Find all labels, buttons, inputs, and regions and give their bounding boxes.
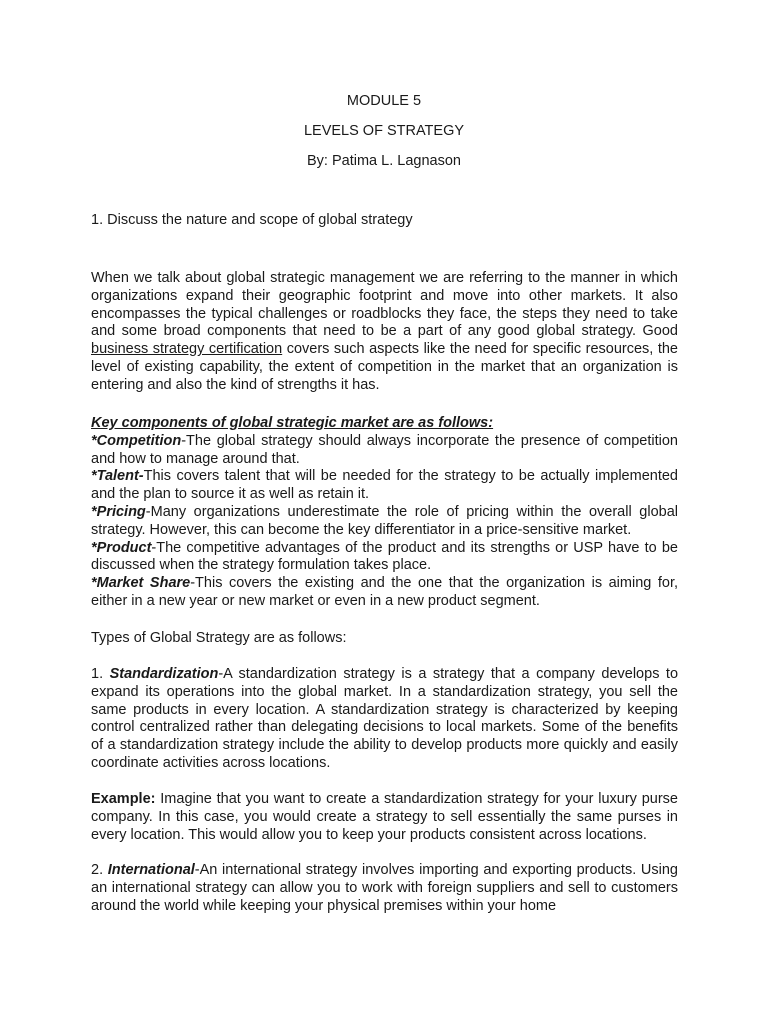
component-pricing — [91, 504, 678, 540]
example-paragraph — [91, 791, 678, 844]
key-components-heading: Key components of global strategic market are as follows: — [91, 415, 494, 431]
component-term: *Pricing — [91, 503, 146, 520]
intro-paragraph — [91, 270, 678, 395]
module-number: MODULE 5 — [346, 93, 422, 109]
strategy-text: -A standardization strategy is a strategy that a company develops to expand its operations into the global market. In a standardization strategy, you sell the same products in every location. A standardization strategy is characterized by keeping control centralized rather than delegating decisions to local markets. Some of the benefits of a standardization strategy include the ability to develop products more quickly and easily coordinate activities across locations. — [91, 666, 679, 771]
component-text: -This covers the existing and the one that the organization is aiming for, either in a new year or new market or even in a new product segment. — [91, 575, 679, 609]
component-competition — [91, 433, 678, 469]
component-text: -Many organizations underestimate the role of pricing within the overall global strategy. However, this can become the key differentiator in a price-sensitive market. — [91, 503, 678, 538]
example-label: Example: — [91, 791, 156, 807]
component-term: *Market Share — [91, 575, 191, 592]
intro-text-start: When we talk about global strategic management we are referring to the manner in which organizations expand their geographic footprint and move into other markets. It also encompasses the typical challenges or roadblocks they face, the steps they need to take and some broad components that need to be a part of any good global strategy. Good — [91, 270, 678, 340]
business-strategy-certification-link[interactable]: business strategy certification — [91, 341, 283, 358]
component-text: -The global strategy should always incorporate the presence of competition and how to manage around that. — [91, 432, 678, 467]
component-text: -The competitive advantages of the product and its strengths or USP have to be discussed when the strategy formulation takes place. — [91, 539, 678, 574]
intro-text-end: covers such aspects like the need for specific resources, the level of existing capability, the extent of competition in the market that an organization is entering and also the kind of strengths it has. — [91, 341, 678, 393]
component-text: This covers talent that will be needed for the strategy to be actually implemented and the plan to source it as well as retain it. — [91, 468, 678, 503]
author-line: By: Patima L. Lagnason — [307, 153, 461, 169]
key-components-section — [91, 415, 678, 611]
component-product — [91, 540, 678, 576]
component-term: *Product — [91, 539, 152, 556]
list-number: 1. — [91, 666, 110, 682]
document-title: LEVELS OF STRATEGY — [303, 123, 465, 139]
question-heading: 1. Discuss the nature and scope of global strategy — [91, 212, 413, 228]
strategy-term: Standardization — [109, 666, 219, 682]
strategy-term: International — [107, 862, 195, 878]
standardization-paragraph — [91, 666, 678, 773]
component-term: *Competition — [91, 432, 182, 449]
types-heading: Types of Global Strategy are as follows: — [91, 630, 347, 646]
example-text: Imagine that you want to create a standardization strategy for your luxury purse company. In this case, you would create a strategy to sell essentially the same purses in every location. This would allow you to keep your products consistent across locations. — [91, 791, 678, 843]
list-number: 2. — [91, 862, 108, 878]
strategy-text: -An international strategy involves importing and exporting products. Using an international strategy can allow you to work with foreign suppliers and sell to customers around the world while keeping your physical premises within your home — [91, 862, 678, 914]
component-talent — [91, 468, 678, 504]
component-market-share — [91, 575, 678, 611]
component-term: *Talent- — [91, 468, 144, 485]
international-paragraph — [91, 862, 678, 915]
